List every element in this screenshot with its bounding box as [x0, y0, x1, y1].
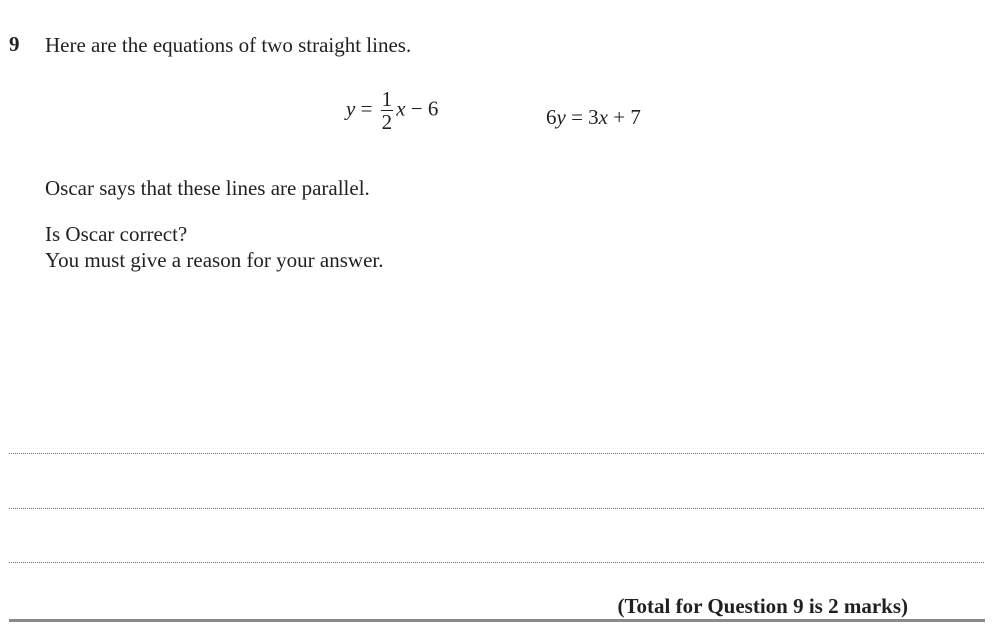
question-intro: Here are the equations of two straight lines. — [45, 33, 412, 57]
answer-line-2[interactable] — [9, 508, 984, 509]
eq1-rest: − 6 — [405, 96, 439, 121]
total-marks: (Total for Question 9 is 2 marks) — [617, 594, 908, 618]
question-number: 9 — [9, 32, 20, 56]
answer-line-1[interactable] — [9, 453, 984, 454]
eq1-y: y — [346, 96, 356, 121]
question-prompt-1: Is Oscar correct? — [45, 222, 188, 246]
fraction-numerator: 1 — [381, 87, 393, 111]
question-prompt-2: You must give a reason for your answer. — [45, 248, 384, 272]
eq1-fraction — [381, 88, 394, 133]
eq2-rest: + 7 — [608, 105, 641, 129]
fraction-denominator: 2 — [381, 110, 393, 134]
eq1-equals: = — [355, 96, 378, 121]
eq2-equals: = 3 — [565, 105, 599, 129]
question-divider — [9, 619, 985, 622]
eq2-y: y — [556, 105, 566, 129]
answer-line-3[interactable] — [9, 562, 984, 563]
eq1-x: x — [396, 96, 406, 121]
eq2-coef: 6 — [546, 105, 557, 129]
equation-2 — [546, 105, 641, 130]
equation-1 — [346, 88, 438, 133]
eq2-x: x — [598, 105, 608, 129]
question-statement: Oscar says that these lines are parallel. — [45, 176, 370, 200]
